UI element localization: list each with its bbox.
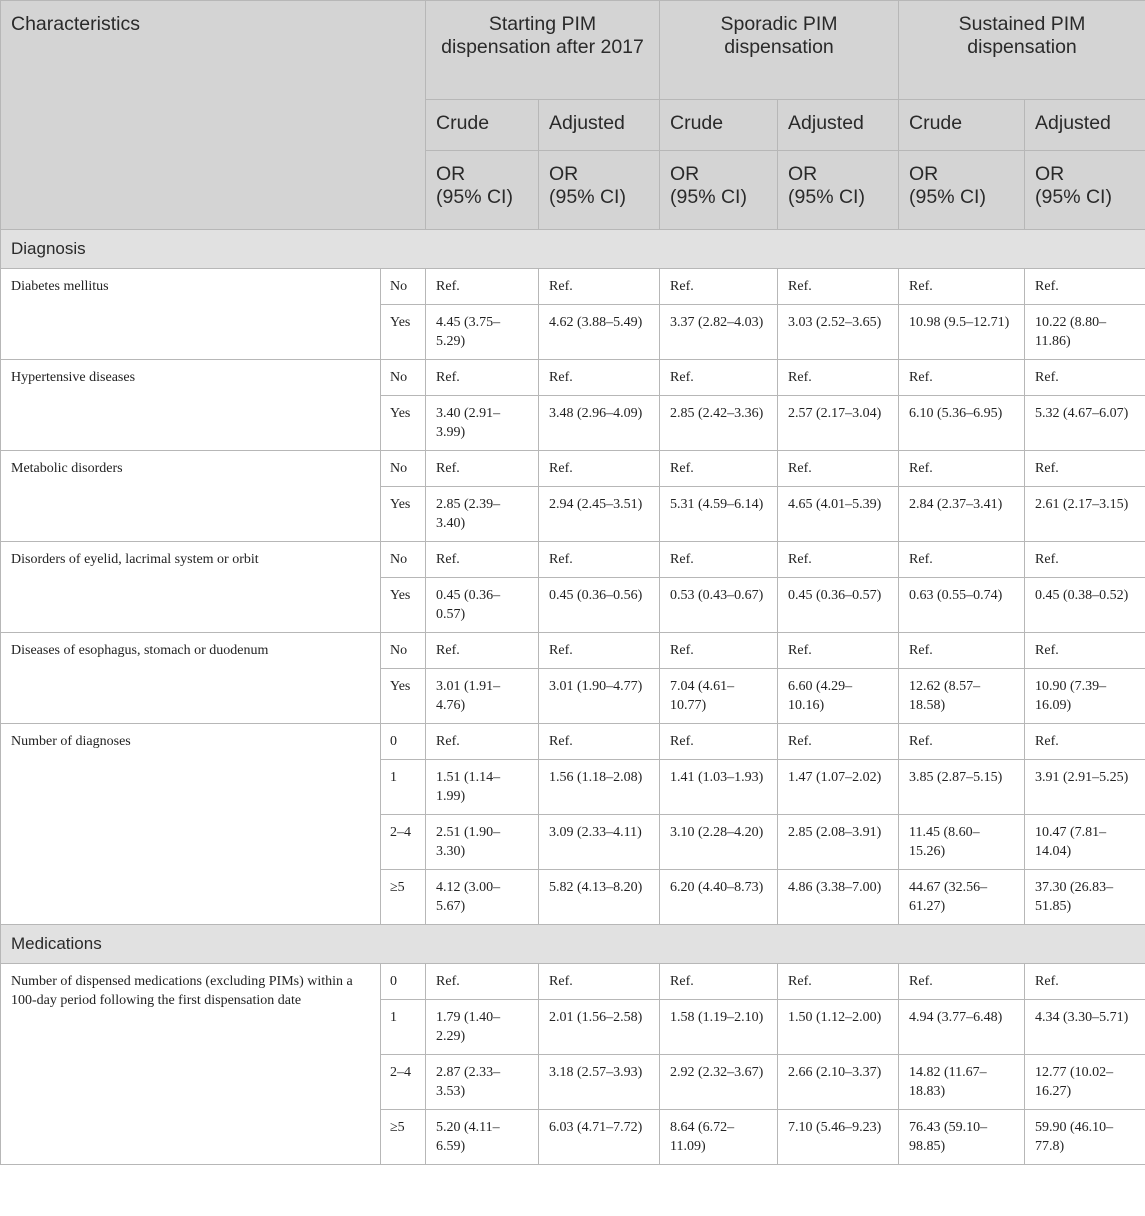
value-cell: 0.63 (0.55–0.74) <box>899 578 1025 633</box>
value-cell: Ref. <box>899 964 1025 1000</box>
value-cell: Ref. <box>660 633 778 669</box>
value-cell: 0.45 (0.36–0.57) <box>778 578 899 633</box>
value-cell: Ref. <box>426 964 539 1000</box>
value-cell: Ref. <box>426 724 539 760</box>
value-cell: 1.58 (1.19–2.10) <box>660 1000 778 1055</box>
subheader-adjusted: Adjusted <box>539 100 660 151</box>
value-cell: Ref. <box>660 542 778 578</box>
value-cell: 2.57 (2.17–3.04) <box>778 396 899 451</box>
table-row <box>1 633 1145 669</box>
metric-header: OR (95% CI) <box>899 151 1025 230</box>
level-cell: 1 <box>381 760 426 815</box>
value-cell: Ref. <box>899 542 1025 578</box>
value-cell: 2.01 (1.56–2.58) <box>539 1000 660 1055</box>
row-label: Diseases of esophagus, stomach or duodenum <box>1 633 381 724</box>
row-label: Number of dispensed medications (excluding PIMs) within a 100-day period following the first dispensation date <box>1 964 381 1165</box>
value-cell: 59.90 (46.10–77.8) <box>1025 1110 1145 1165</box>
header-group-starting: Starting PIM dispensation after 2017 <box>426 1 660 100</box>
value-cell: 3.18 (2.57–3.93) <box>539 1055 660 1110</box>
level-cell: 2–4 <box>381 815 426 870</box>
level-cell: 1 <box>381 1000 426 1055</box>
value-cell: Ref. <box>426 542 539 578</box>
level-cell: No <box>381 269 426 305</box>
value-cell: Ref. <box>539 269 660 305</box>
level-cell: Yes <box>381 578 426 633</box>
value-cell: Ref. <box>426 451 539 487</box>
value-cell: 4.12 (3.00–5.67) <box>426 870 539 925</box>
value-cell: 1.51 (1.14–1.99) <box>426 760 539 815</box>
value-cell: Ref. <box>426 360 539 396</box>
metric-header: OR (95% CI) <box>778 151 899 230</box>
value-cell: 2.51 (1.90–3.30) <box>426 815 539 870</box>
value-cell: 2.85 (2.39–3.40) <box>426 487 539 542</box>
value-cell: 1.50 (1.12–2.00) <box>778 1000 899 1055</box>
value-cell: Ref. <box>1025 360 1145 396</box>
value-cell: 3.01 (1.90–4.77) <box>539 669 660 724</box>
section-diagnosis: Diagnosis <box>1 230 1145 269</box>
table-row <box>1 542 1145 578</box>
value-cell: 1.79 (1.40–2.29) <box>426 1000 539 1055</box>
value-cell: 6.10 (5.36–6.95) <box>899 396 1025 451</box>
value-cell: Ref. <box>899 269 1025 305</box>
value-cell: 1.41 (1.03–1.93) <box>660 760 778 815</box>
value-cell: Ref. <box>539 724 660 760</box>
value-cell: Ref. <box>660 269 778 305</box>
value-cell: 2.94 (2.45–3.51) <box>539 487 660 542</box>
value-cell: 1.56 (1.18–2.08) <box>539 760 660 815</box>
value-cell: Ref. <box>660 964 778 1000</box>
value-cell: 3.85 (2.87–5.15) <box>899 760 1025 815</box>
value-cell: Ref. <box>539 964 660 1000</box>
table-row <box>1 269 1145 305</box>
metric-header: OR (95% CI) <box>1025 151 1145 230</box>
level-cell: Yes <box>381 487 426 542</box>
value-cell: 5.31 (4.59–6.14) <box>660 487 778 542</box>
value-cell: 3.37 (2.82–4.03) <box>660 305 778 360</box>
value-cell: 4.62 (3.88–5.49) <box>539 305 660 360</box>
value-cell: 2.92 (2.32–3.67) <box>660 1055 778 1110</box>
row-label: Disorders of eyelid, lacrimal system or orbit <box>1 542 381 633</box>
level-cell: 0 <box>381 724 426 760</box>
value-cell: 2.84 (2.37–3.41) <box>899 487 1025 542</box>
metric-header: OR (95% CI) <box>539 151 660 230</box>
value-cell: Ref. <box>660 360 778 396</box>
value-cell: Ref. <box>660 724 778 760</box>
value-cell: 37.30 (26.83–51.85) <box>1025 870 1145 925</box>
value-cell: 44.67 (32.56–61.27) <box>899 870 1025 925</box>
value-cell: 0.45 (0.36–0.56) <box>539 578 660 633</box>
value-cell: 0.53 (0.43–0.67) <box>660 578 778 633</box>
value-cell: 0.45 (0.36–0.57) <box>426 578 539 633</box>
value-cell: Ref. <box>539 451 660 487</box>
value-cell: 3.03 (2.52–3.65) <box>778 305 899 360</box>
header-characteristics: Characteristics <box>1 1 426 230</box>
table-row <box>1 360 1145 396</box>
level-cell: 2–4 <box>381 1055 426 1110</box>
value-cell: 2.85 (2.42–3.36) <box>660 396 778 451</box>
value-cell: Ref. <box>1025 542 1145 578</box>
subheader-adjusted: Adjusted <box>1025 100 1145 151</box>
metric-header: OR (95% CI) <box>426 151 539 230</box>
value-cell: Ref. <box>426 269 539 305</box>
value-cell: Ref. <box>539 360 660 396</box>
value-cell: Ref. <box>539 542 660 578</box>
value-cell: Ref. <box>1025 964 1145 1000</box>
value-cell: 6.60 (4.29–10.16) <box>778 669 899 724</box>
value-cell: Ref. <box>1025 633 1145 669</box>
value-cell: Ref. <box>1025 269 1145 305</box>
value-cell: 14.82 (11.67–18.83) <box>899 1055 1025 1110</box>
subheader-crude: Crude <box>426 100 539 151</box>
value-cell: 3.40 (2.91–3.99) <box>426 396 539 451</box>
value-cell: 0.45 (0.38–0.52) <box>1025 578 1145 633</box>
value-cell: 4.86 (3.38–7.00) <box>778 870 899 925</box>
table-row <box>1 964 1145 1000</box>
value-cell: 5.32 (4.67–6.07) <box>1025 396 1145 451</box>
value-cell: Ref. <box>899 360 1025 396</box>
table-row <box>1 724 1145 760</box>
value-cell: Ref. <box>778 964 899 1000</box>
value-cell: Ref. <box>1025 451 1145 487</box>
value-cell: 11.45 (8.60–15.26) <box>899 815 1025 870</box>
value-cell: Ref. <box>426 633 539 669</box>
value-cell: 76.43 (59.10–98.85) <box>899 1110 1025 1165</box>
value-cell: 4.94 (3.77–6.48) <box>899 1000 1025 1055</box>
value-cell: 4.34 (3.30–5.71) <box>1025 1000 1145 1055</box>
subheader-crude: Crude <box>899 100 1025 151</box>
value-cell: 3.48 (2.96–4.09) <box>539 396 660 451</box>
level-cell: 0 <box>381 964 426 1000</box>
value-cell: 12.62 (8.57–18.58) <box>899 669 1025 724</box>
value-cell: 2.66 (2.10–3.37) <box>778 1055 899 1110</box>
value-cell: Ref. <box>778 542 899 578</box>
value-cell: Ref. <box>778 360 899 396</box>
row-label: Diabetes mellitus <box>1 269 381 360</box>
level-cell: No <box>381 451 426 487</box>
value-cell: 2.61 (2.17–3.15) <box>1025 487 1145 542</box>
metric-header: OR (95% CI) <box>660 151 778 230</box>
value-cell: 2.85 (2.08–3.91) <box>778 815 899 870</box>
value-cell: 5.82 (4.13–8.20) <box>539 870 660 925</box>
row-label: Number of diagnoses <box>1 724 381 925</box>
header-group-sporadic: Sporadic PIM dispensation <box>660 1 899 100</box>
value-cell: 4.65 (4.01–5.39) <box>778 487 899 542</box>
level-cell: Yes <box>381 396 426 451</box>
value-cell: Ref. <box>778 451 899 487</box>
row-label: Metabolic disorders <box>1 451 381 542</box>
value-cell: 1.47 (1.07–2.02) <box>778 760 899 815</box>
level-cell: Yes <box>381 669 426 724</box>
value-cell: 2.87 (2.33–3.53) <box>426 1055 539 1110</box>
header-group-sustained: Sustained PIM dispensation <box>899 1 1145 100</box>
level-cell: ≥5 <box>381 870 426 925</box>
value-cell: 3.10 (2.28–4.20) <box>660 815 778 870</box>
row-label: Hypertensive diseases <box>1 360 381 451</box>
value-cell: 8.64 (6.72–11.09) <box>660 1110 778 1165</box>
value-cell: 12.77 (10.02–16.27) <box>1025 1055 1145 1110</box>
section-medications: Medications <box>1 925 1145 964</box>
value-cell: Ref. <box>778 269 899 305</box>
value-cell: 7.04 (4.61–10.77) <box>660 669 778 724</box>
value-cell: 10.22 (8.80–11.86) <box>1025 305 1145 360</box>
value-cell: Ref. <box>1025 724 1145 760</box>
level-cell: ≥5 <box>381 1110 426 1165</box>
value-cell: Ref. <box>899 724 1025 760</box>
subheader-crude: Crude <box>660 100 778 151</box>
value-cell: Ref. <box>778 633 899 669</box>
value-cell: Ref. <box>539 633 660 669</box>
value-cell: Ref. <box>660 451 778 487</box>
value-cell: Ref. <box>899 451 1025 487</box>
value-cell: 5.20 (4.11–6.59) <box>426 1110 539 1165</box>
value-cell: 7.10 (5.46–9.23) <box>778 1110 899 1165</box>
value-cell: 4.45 (3.75–5.29) <box>426 305 539 360</box>
value-cell: 10.90 (7.39–16.09) <box>1025 669 1145 724</box>
table-row <box>1 451 1145 487</box>
value-cell: 10.98 (9.5–12.71) <box>899 305 1025 360</box>
level-cell: Yes <box>381 305 426 360</box>
value-cell: Ref. <box>778 724 899 760</box>
value-cell: Ref. <box>899 633 1025 669</box>
level-cell: No <box>381 542 426 578</box>
subheader-adjusted: Adjusted <box>778 100 899 151</box>
value-cell: 3.09 (2.33–4.11) <box>539 815 660 870</box>
value-cell: 3.91 (2.91–5.25) <box>1025 760 1145 815</box>
level-cell: No <box>381 633 426 669</box>
value-cell: 6.03 (4.71–7.72) <box>539 1110 660 1165</box>
value-cell: 3.01 (1.91–4.76) <box>426 669 539 724</box>
level-cell: No <box>381 360 426 396</box>
value-cell: 10.47 (7.81–14.04) <box>1025 815 1145 870</box>
value-cell: 6.20 (4.40–8.73) <box>660 870 778 925</box>
